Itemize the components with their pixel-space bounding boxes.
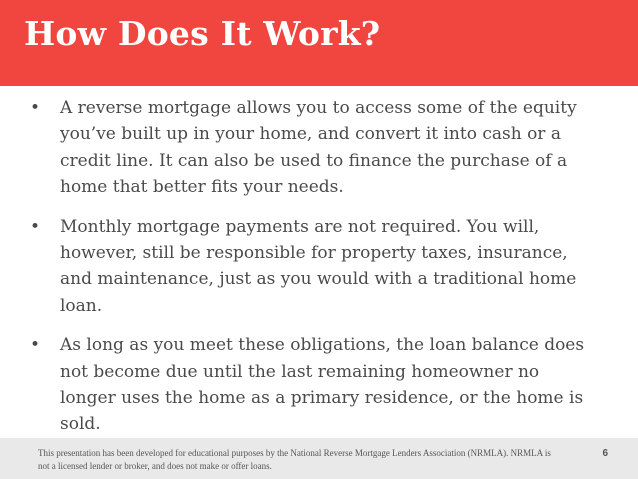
page-number: 6 (602, 448, 608, 459)
footer-disclaimer: This presentation has been developed for educational purposes by the National Reverse Mortgage Lenders Association (NRMLA). NRMLA is not a licensed lender or broker, and does not make or offer loans. (38, 448, 551, 471)
title-bar (0, 0, 638, 86)
bullet-list (30, 95, 590, 451)
bullet-item-2: • Monthly mortgage payments are not required. You will, however, still be responsible for property taxes, insurance, and maintenance, just as you would with a traditional home loan. (30, 214, 590, 320)
bullet-item-3: • As long as you meet these obligations, the loan balance does not become due until the last remaining homeowner no longer uses the home as a primary residence, or the home is sold. (30, 332, 590, 438)
footer-bar (0, 438, 638, 479)
slide-title: How Does It Work? (24, 14, 381, 53)
bullet-item-1: • A reverse mortgage allows you to access some of the equity you’ve built up in your home, and convert it into cash or a credit line. It can also be used to finance the purchase of a home that better fits your needs. (30, 95, 590, 201)
